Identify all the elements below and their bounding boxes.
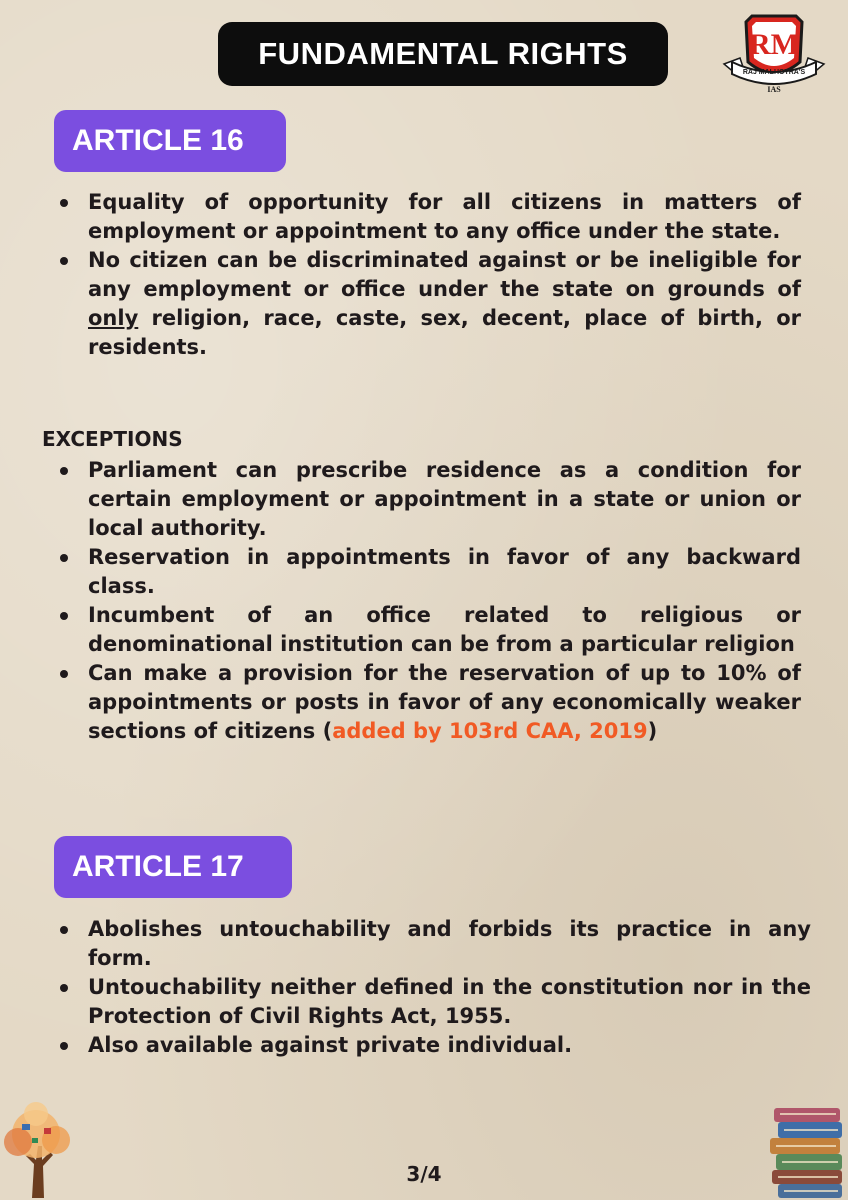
list-item <box>56 1031 811 1060</box>
page-number: 3/4 <box>406 1162 442 1186</box>
list-item-text: No citizen can be discriminated against or be ineligible for any employment or office under the state on grounds of <box>88 248 801 301</box>
list-item <box>56 543 801 601</box>
list-item-text: religion, race, caste, sex, decent, place of birth, or residents. <box>88 306 801 359</box>
article-16-label-text: ARTICLE 16 <box>72 124 244 157</box>
list-item-text: ) <box>647 719 658 743</box>
list-item-text: Abolishes untouchability and forbids its practice in any form. <box>88 917 811 970</box>
list-item <box>56 659 801 746</box>
exceptions-list <box>56 456 801 746</box>
logo-letters: RM <box>749 28 799 61</box>
list-item <box>56 188 801 246</box>
article-17-label-text: ARTICLE 17 <box>72 850 244 883</box>
raj-malhotras-ias-logo <box>722 12 826 96</box>
emphasis-text: only <box>88 306 139 330</box>
page-title <box>218 22 668 86</box>
list-item <box>56 456 801 543</box>
article-17-label <box>54 836 292 898</box>
list-item-text: Incumbent of an office related to religious or denominational institution can be from a particular religion <box>88 603 801 656</box>
amendment-highlight: added by 103rd CAA, 2019 <box>332 719 648 743</box>
list-item <box>56 246 801 362</box>
list-item <box>56 973 811 1031</box>
article-17-points <box>56 915 811 1060</box>
list-item-text: Untouchability neither defined in the constitution nor in the Protection of Civil Rights Act, 1955. <box>88 975 811 1028</box>
logo-sub-text: IAS <box>767 85 781 94</box>
list-item-text: Equality of opportunity for all citizens in matters of employment or appointment to any office under the state. <box>88 190 801 243</box>
page-title-text: FUNDAMENTAL RIGHTS <box>258 36 628 71</box>
list-item <box>56 601 801 659</box>
list-item-text: Parliament can prescribe residence as a condition for certain employment or appointment in a state or union or local authority. <box>88 458 801 540</box>
list-item <box>56 915 811 973</box>
article-16-label <box>54 110 286 172</box>
logo-banner-text: RAJ MALHOTRA'S <box>742 69 806 76</box>
list-item-text: Reservation in appointments in favor of any backward class. <box>88 545 801 598</box>
exceptions-heading: EXCEPTIONS <box>42 427 183 451</box>
article-16-points <box>56 188 801 362</box>
list-item-text: Can make a provision for the reservation of up to 10% of appointments or posts in favor of any economically weaker sections of citizens ( <box>88 661 801 743</box>
list-item-text: Also available against private individual. <box>88 1033 573 1057</box>
